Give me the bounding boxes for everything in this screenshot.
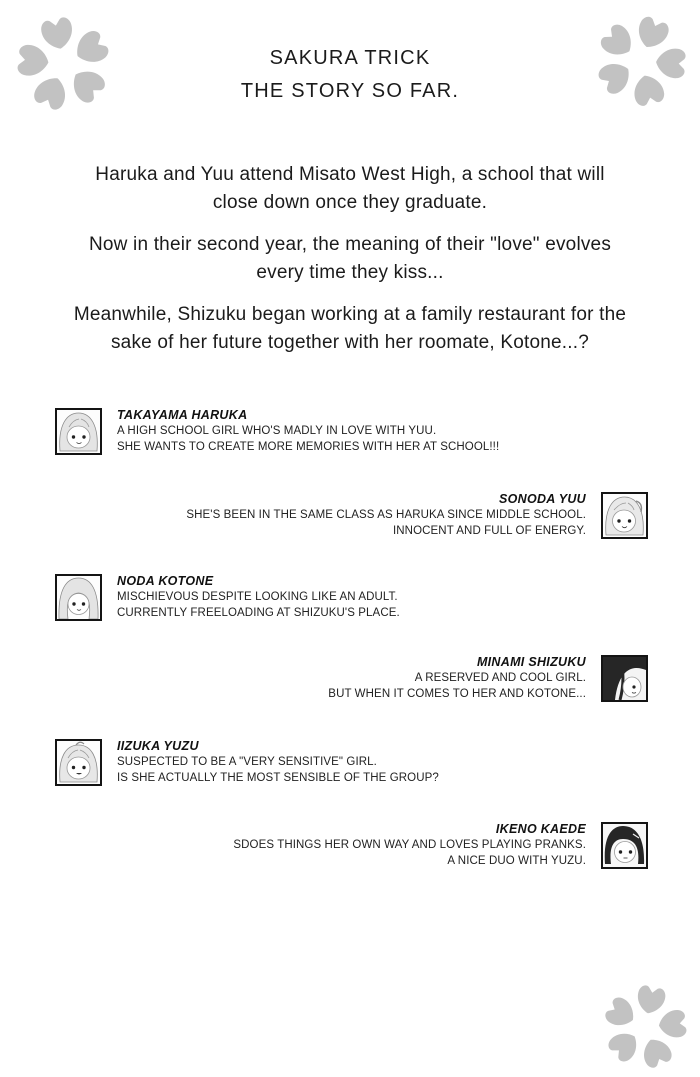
character-name: IKENO KAEDE (495, 822, 586, 836)
character-description: A NICE DUO WITH YUZU. (447, 855, 586, 867)
character-description: CURRENTLY FREELOADING AT SHIZUKU'S PLACE. (117, 607, 400, 619)
series-title: SAKURA TRICK (269, 47, 431, 69)
character-info (55, 655, 586, 702)
character-description: IS SHE ACTUALLY THE MOST SENSIBLE OF THE GROUP? (117, 772, 439, 784)
sakura-flower-icon (595, 977, 695, 1077)
takayama-haruka-portrait-icon (55, 408, 102, 455)
character-name: NODA KOTONE (117, 574, 214, 588)
story-summary (28, 161, 672, 371)
story-line: close down once they graduate. (212, 192, 488, 213)
story-line: Meanwhile, Shizuku began working at a family restaurant for the (73, 304, 627, 325)
character-description: SUSPECTED TO BE A "VERY SENSITIVE" GIRL. (117, 756, 377, 768)
character-entry-shizuku (55, 655, 648, 702)
character-description: BUT WHEN IT COMES TO HER AND KOTONE... (328, 688, 586, 700)
story-paragraph (28, 231, 672, 287)
page-title (0, 42, 700, 108)
story-line: sake of her future together with her roomate, Kotone...? (110, 332, 590, 353)
character-description: SDOES THINGS HER OWN WAY AND LOVES PLAYING PRANKS. (233, 839, 586, 851)
character-description: A HIGH SCHOOL GIRL WHO'S MADLY IN LOVE WITH YUU. (117, 425, 437, 437)
story-line: Now in their second year, the meaning of their "love" evolves (88, 234, 612, 255)
iizuka-yuzu-portrait-icon (55, 739, 102, 786)
character-description: SHE WANTS TO CREATE MORE MEMORIES WITH HER AT SCHOOL!!! (117, 441, 500, 453)
character-info (55, 492, 586, 539)
character-entry-kotone (55, 574, 648, 621)
character-info (117, 408, 648, 455)
character-name: TAKAYAMA HARUKA (117, 408, 248, 422)
character-name: IIZUKA YUZU (117, 739, 199, 753)
story-line: every time they kiss... (256, 262, 444, 283)
character-name: MINAMI SHIZUKU (476, 655, 586, 669)
story-paragraph (28, 301, 672, 357)
sonoda-yuu-portrait-icon (601, 492, 648, 539)
character-entry-yuzu (55, 739, 648, 786)
character-info (55, 822, 586, 869)
character-entry-kaede (55, 822, 648, 869)
character-info (117, 574, 648, 621)
character-info (117, 739, 648, 786)
noda-kotone-portrait-icon (55, 574, 102, 621)
minami-shizuku-portrait-icon (601, 655, 648, 702)
character-entry-haruka (55, 408, 648, 455)
page-subtitle: THE STORY SO FAR. (240, 80, 460, 102)
character-description: MISCHIEVOUS DESPITE LOOKING LIKE AN ADULT. (117, 591, 398, 603)
character-description: A RESERVED AND COOL GIRL. (414, 672, 586, 684)
story-line: Haruka and Yuu attend Misato West High, a school that will (95, 164, 605, 185)
ikeno-kaede-portrait-icon (601, 822, 648, 869)
character-description: INNOCENT AND FULL OF ENERGY. (392, 525, 586, 537)
character-description: SHE'S BEEN IN THE SAME CLASS AS HARUKA SINCE MIDDLE SCHOOL. (186, 509, 586, 521)
character-name: SONODA YUU (498, 492, 586, 506)
character-entry-yuu (55, 492, 648, 539)
story-paragraph (28, 161, 672, 217)
